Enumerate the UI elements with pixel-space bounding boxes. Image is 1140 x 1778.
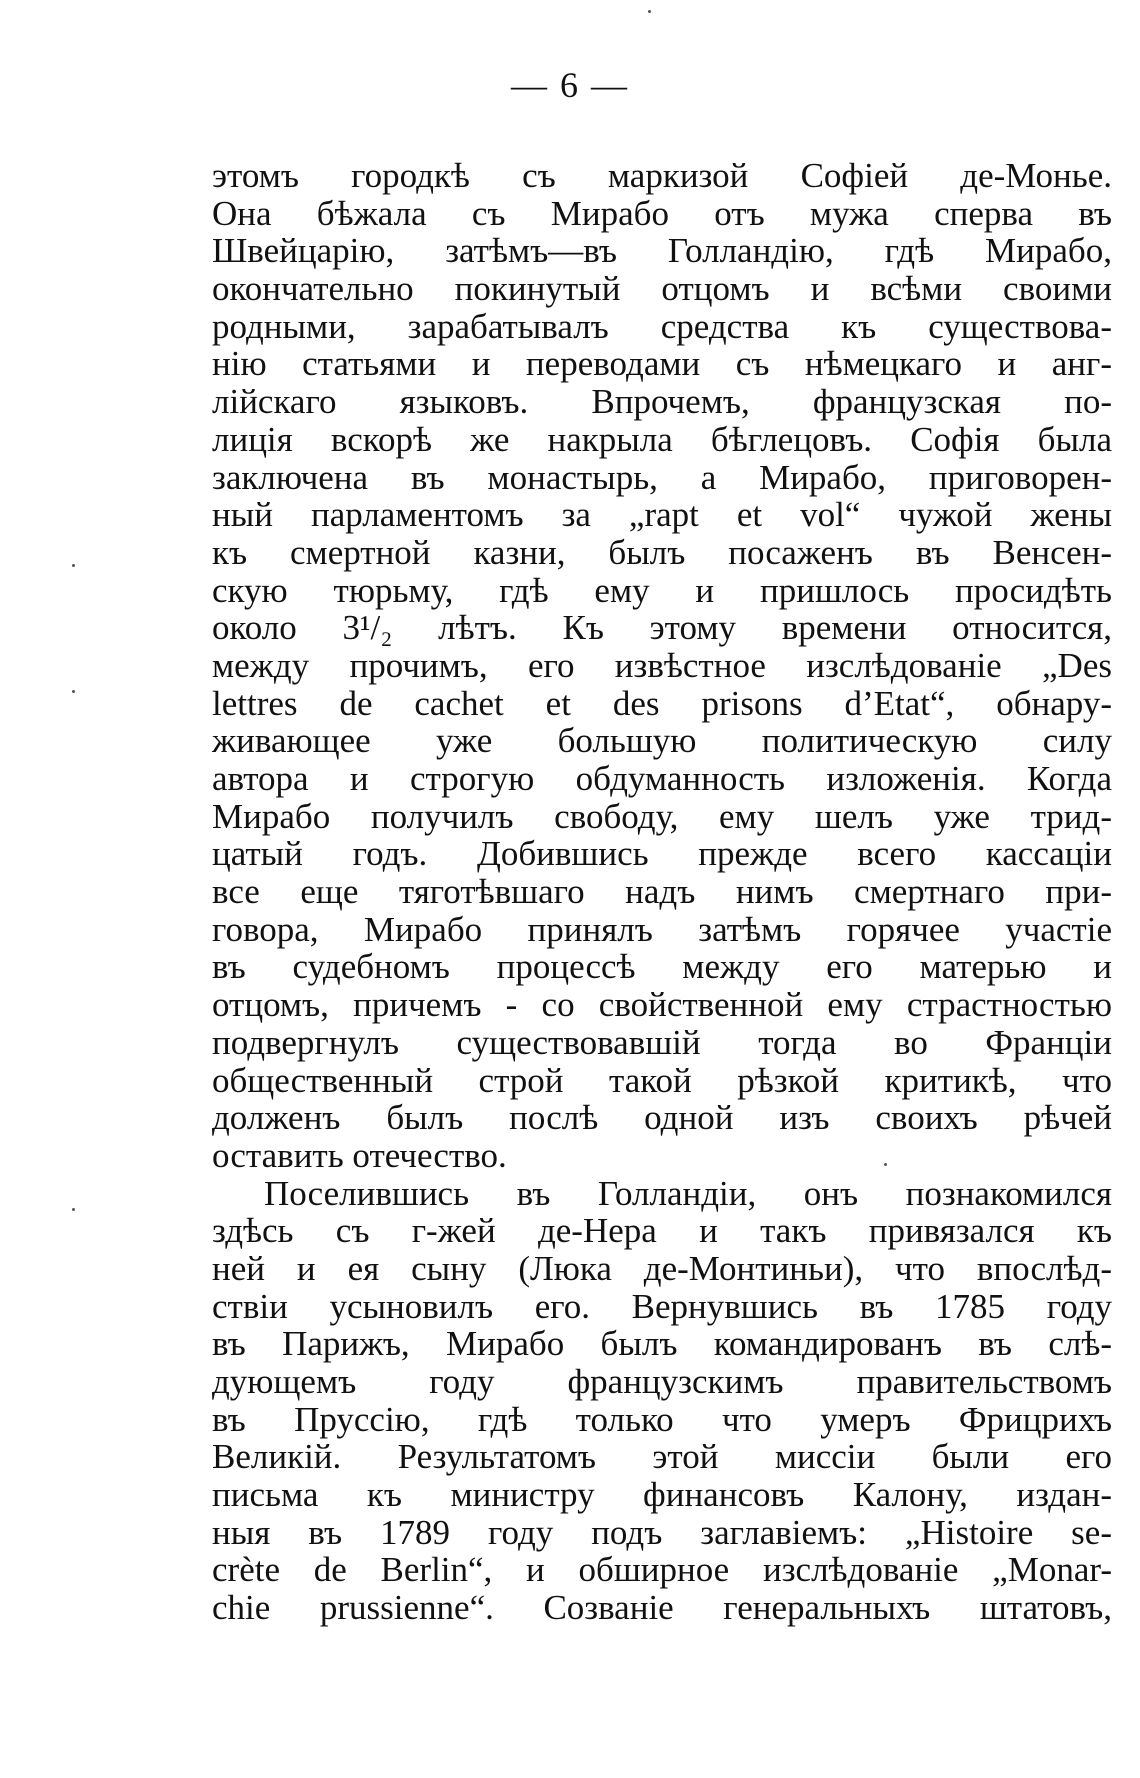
text-line: цатый годъ. Добившись прежде всего кассаціи — [212, 834, 1112, 874]
scan-speck — [72, 1208, 75, 1211]
text-line: лійскаго языковъ. Впрочемъ, французская по- — [212, 382, 1112, 422]
text-line: въ судебномъ процессѣ между его матерью и — [212, 947, 1112, 987]
text-line: письма къ министру финансовъ Калону, издан- — [212, 1475, 1112, 1515]
text-line: лиція вскорѣ же накрыла бѣглецовъ. Софія была — [212, 419, 1112, 459]
scan-speck — [884, 1163, 887, 1166]
text-line: здѣсь съ г-жей де-Нера и такъ привязался къ — [212, 1211, 1112, 1251]
text-line: Она бѣжала съ Мирабо отъ мужа сперва въ — [212, 193, 1112, 233]
scan-speck — [72, 564, 75, 567]
text-line: ствіи усыновилъ его. Вернувшись въ 1785 году — [212, 1286, 1112, 1326]
text-line: chie prussienne“. Созваніе генеральныхъ штатовъ, — [212, 1588, 1112, 1628]
text-line: живающее уже большую политическую силу — [212, 721, 1112, 761]
text-line: автора и строгую обдуманность изложенія. Когда — [212, 759, 1112, 798]
text-line: Мирабо получилъ свободу, ему шелъ уже трид- — [212, 796, 1112, 836]
text-line: crète de Berlin“, и обширное изслѣдованіе „Monar- — [212, 1550, 1112, 1590]
scan-speck — [648, 10, 651, 13]
text-line: заключена въ монастырь, а Мирабо, приговорен- — [212, 457, 1112, 497]
text-line: ней и ея сыну (Люка де-Монтиньи), что впослѣд- — [212, 1248, 1112, 1288]
text-line: между прочимъ, его извѣстное изслѣдованіе „Des — [212, 645, 1112, 685]
text-line: дующемъ году французскимъ правительствомъ — [212, 1362, 1112, 1401]
paragraph-first-line: Поселившись въ Голландіи, онъ познакомился — [264, 1173, 1112, 1213]
text-line: около 3¹/₂ лѣтъ. Къ этому времени относится, — [212, 608, 1112, 648]
text-line: подвергнулъ существовавшій тогда во Франціи — [212, 1022, 1112, 1062]
text-line: все еще тяготѣвшаго надъ нимъ смертнаго при- — [212, 872, 1112, 912]
text-line: этомъ городкѣ съ маркизой Софіей де-Монье. — [212, 156, 1112, 195]
text-line: окончательно покинутый отцомъ и всѣми своими — [212, 269, 1112, 309]
text-line: lettres de cachet et des prisons d’Etat“, обнару- — [212, 683, 1112, 723]
text-line: Великій. Результатомъ этой миссіи были его — [212, 1437, 1112, 1477]
page-number: — 6 — — [511, 65, 629, 105]
text-line: скую тюрьму, гдѣ ему и пришлось просидѣть — [212, 570, 1112, 610]
text-line: ныя въ 1789 году подъ заглавіемъ: „Histoire se- — [212, 1512, 1112, 1552]
text-line: въ Пруссію, гдѣ только что умеръ Фрицрихъ — [212, 1399, 1112, 1439]
text-line: родными, зарабатывалъ средства къ существова- — [212, 306, 1112, 346]
text-line: говора, Мирабо принялъ затѣмъ горячее участіе — [212, 909, 1112, 949]
text-line: въ Парижъ, Мирабо былъ командированъ въ слѣ- — [212, 1324, 1112, 1364]
text-line: долженъ былъ послѣ одной изъ своихъ рѣчей — [212, 1098, 1112, 1138]
text-line: отцомъ, причемъ - со свойственной ему страстностью — [212, 985, 1112, 1025]
scan-speck — [72, 690, 75, 693]
text-line: къ смертной казни, былъ посаженъ въ Венсен- — [212, 532, 1112, 572]
text-line: нію статьями и переводами съ нѣмецкаго и анг- — [212, 344, 1112, 384]
text-line: Швейцарію, затѣмъ—въ Голландію, гдѣ Мирабо, — [212, 231, 1112, 271]
body-text — [212, 157, 1112, 1627]
text-line: оставить отечество. — [212, 1135, 507, 1175]
text-line: общественный строй такой рѣзкой критикѣ, что — [212, 1060, 1112, 1100]
text-line: ный парламентомъ за „rapt et vol“ чужой жены — [212, 495, 1112, 535]
